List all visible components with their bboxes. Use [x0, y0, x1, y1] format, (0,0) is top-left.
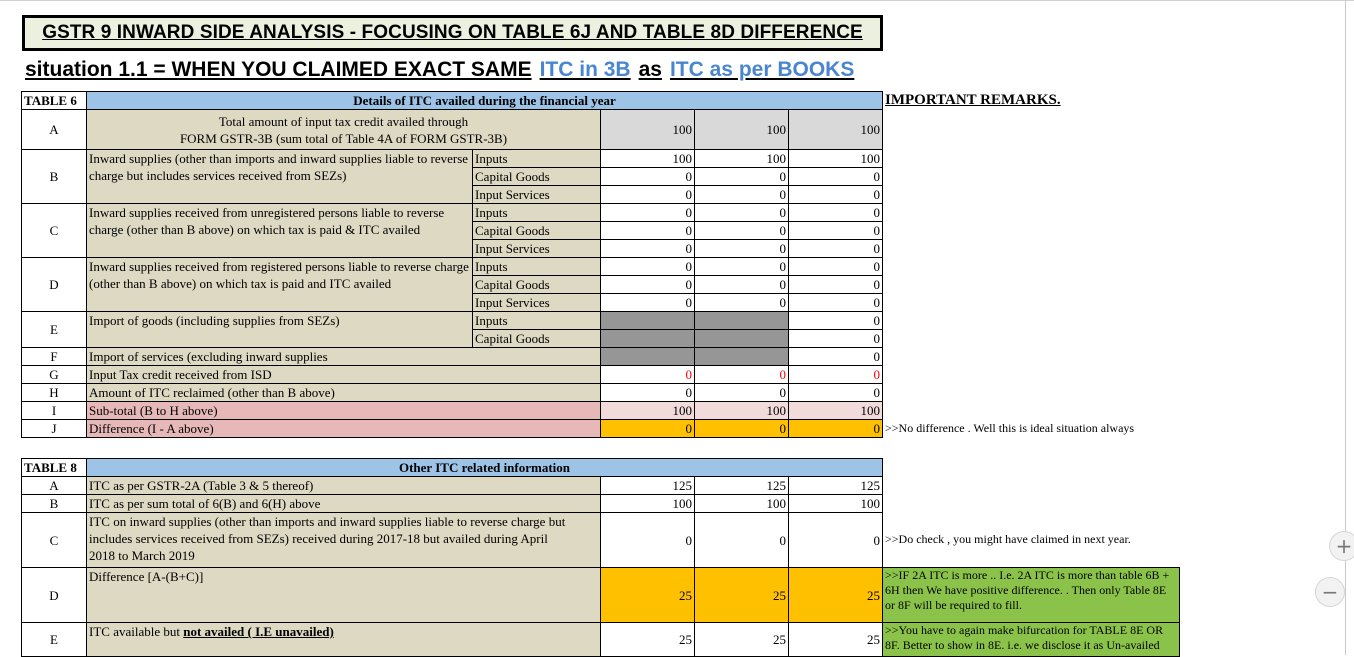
- sub-label: Capital Goods: [473, 222, 601, 240]
- cell[interactable]: 0: [601, 420, 695, 438]
- row-id: C: [22, 204, 87, 258]
- cell[interactable]: 0: [695, 294, 789, 312]
- row-id: H: [22, 384, 87, 402]
- row-id: I: [22, 402, 87, 420]
- t8-row-e-remark: >>You have to again make bifurcation for TABLE 8E OR 8F. Better to show in 8E. i.e. we disclose it as Un-availed: [883, 623, 1180, 657]
- row-a-desc: Total amount of input tax credit availed through FORM GSTR-3B (sum total of Table 4A of FORM GSTR-3B): [87, 110, 601, 150]
- subtitle-part1: situation 1.1 = WHEN YOU CLAIMED EXACT SAME: [25, 58, 532, 81]
- cell[interactable]: 100: [601, 150, 695, 168]
- table8-header: Other ITC related information: [87, 459, 883, 477]
- cell[interactable]: 0: [789, 312, 883, 330]
- cell[interactable]: 0: [601, 294, 695, 312]
- top-border: [0, 0, 1354, 1]
- sub-label: Capital Goods: [473, 168, 601, 186]
- row-f-desc: Import of services (excluding inward supplies: [87, 348, 601, 366]
- row-id: E: [22, 623, 87, 657]
- cell[interactable]: 25: [789, 623, 883, 657]
- cell[interactable]: 100: [789, 402, 883, 420]
- page-title: GSTR 9 INWARD SIDE ANALYSIS - FOCUSING ON TABLE 6J AND TABLE 8D DIFFERENCE: [22, 15, 883, 51]
- cell[interactable]: 0: [695, 258, 789, 276]
- row-id: B: [22, 495, 87, 513]
- subtitle-part4: ITC as per BOOKS: [669, 58, 855, 81]
- cell[interactable]: 0: [789, 204, 883, 222]
- cell[interactable]: 0: [789, 258, 883, 276]
- t8-row-b-desc: ITC as per sum total of 6(B) and 6(H) above: [87, 495, 601, 513]
- cell[interactable]: 0: [695, 186, 789, 204]
- cell[interactable]: 100: [789, 495, 883, 513]
- table6-header: Details of ITC availed during the financial year: [87, 92, 883, 110]
- cell[interactable]: 0: [789, 384, 883, 402]
- cell[interactable]: 125: [789, 477, 883, 495]
- sub-label: Capital Goods: [473, 276, 601, 294]
- cell[interactable]: 0: [789, 186, 883, 204]
- cell[interactable]: 0: [601, 384, 695, 402]
- cell[interactable]: 0: [695, 204, 789, 222]
- cell[interactable]: 0: [695, 513, 789, 568]
- row-id: B: [22, 150, 87, 204]
- situation-subtitle: [25, 58, 854, 86]
- sub-label: Input Services: [473, 240, 601, 258]
- row-id: D: [22, 568, 87, 623]
- cell[interactable]: 100: [789, 150, 883, 168]
- cell[interactable]: 25: [695, 623, 789, 657]
- row-id: A: [22, 110, 87, 150]
- row-d-desc: Inward supplies received from registered persons liable to reverse charge (other than B above) on which tax is paid and ITC availed: [87, 258, 473, 312]
- cell[interactable]: 0: [601, 222, 695, 240]
- cell[interactable]: 0: [601, 276, 695, 294]
- cell[interactable]: 100: [695, 495, 789, 513]
- row-g-desc: Input Tax credit received from ISD: [87, 366, 601, 384]
- table-8: [21, 458, 1180, 657]
- cell[interactable]: 0: [601, 240, 695, 258]
- cell[interactable]: 125: [601, 477, 695, 495]
- row-id: F: [22, 348, 87, 366]
- row-id: C: [22, 513, 87, 568]
- cell[interactable]: 0: [789, 420, 883, 438]
- row-i-desc: Sub-total (B to H above): [87, 402, 601, 420]
- cell[interactable]: 25: [601, 568, 695, 623]
- sub-label: Inputs: [473, 258, 601, 276]
- blocked-cell: [601, 348, 695, 366]
- table-6: [21, 91, 1343, 438]
- sub-label: Inputs: [473, 150, 601, 168]
- sub-label: Input Services: [473, 294, 601, 312]
- table6-label: TABLE 6: [22, 92, 87, 110]
- row-j-desc: Difference (I - A above): [87, 420, 601, 438]
- cell[interactable]: 0: [789, 513, 883, 568]
- cell[interactable]: 25: [789, 568, 883, 623]
- cell[interactable]: 0: [601, 258, 695, 276]
- blocked-cell: [695, 330, 789, 348]
- row-e-desc: Import of goods (including supplies from SEZs): [87, 312, 473, 348]
- minus-icon: −: [1321, 580, 1339, 604]
- cell[interactable]: 0: [789, 222, 883, 240]
- t8-row-c-remark: >>Do check , you might have claimed in next year.: [885, 532, 1131, 547]
- blocked-cell: [601, 312, 695, 330]
- row-j-remark: >>No difference . Well this is ideal situation always: [885, 421, 1135, 435]
- cell[interactable]: 0: [601, 366, 695, 384]
- cell[interactable]: 25: [695, 568, 789, 623]
- blocked-cell: [695, 312, 789, 330]
- cell[interactable]: 0: [601, 168, 695, 186]
- sub-label: Capital Goods: [473, 330, 601, 348]
- cell[interactable]: 0: [789, 168, 883, 186]
- cell[interactable]: 0: [789, 294, 883, 312]
- cell[interactable]: 100: [695, 402, 789, 420]
- row-c-desc: Inward supplies received from unregistered persons liable to reverse charge (other than B above) on which tax is paid & ITC availed: [87, 204, 473, 258]
- row-id: G: [22, 366, 87, 384]
- t8-row-e-desc: ITC available but not availed ( I.E unavailed): [87, 623, 601, 657]
- zoom-out-button[interactable]: [1315, 577, 1345, 607]
- cell[interactable]: 0: [695, 384, 789, 402]
- table8-label: TABLE 8: [22, 459, 87, 477]
- row-id: A: [22, 477, 87, 495]
- cell[interactable]: 0: [601, 513, 695, 568]
- sub-label: Inputs: [473, 204, 601, 222]
- cell[interactable]: 0: [695, 222, 789, 240]
- row-id: E: [22, 312, 87, 348]
- cell[interactable]: 0: [695, 276, 789, 294]
- cell[interactable]: 0: [789, 366, 883, 384]
- cell[interactable]: 0: [601, 204, 695, 222]
- subtitle-part3: as: [638, 58, 662, 81]
- cell[interactable]: 100: [695, 150, 789, 168]
- cell[interactable]: 0: [695, 168, 789, 186]
- cell[interactable]: 0: [601, 186, 695, 204]
- sub-label: Input Services: [473, 186, 601, 204]
- row-b-desc: Inward supplies (other than imports and inward supplies liable to reverse charge but includes services received from SEZs): [87, 150, 473, 204]
- cell[interactable]: 0: [695, 240, 789, 258]
- cell[interactable]: 0: [789, 276, 883, 294]
- zoom-in-button[interactable]: [1329, 531, 1354, 561]
- row-id: D: [22, 258, 87, 312]
- cell[interactable]: 0: [789, 240, 883, 258]
- cell[interactable]: 0: [789, 348, 883, 366]
- cell[interactable]: 100: [695, 110, 789, 150]
- cell[interactable]: 0: [695, 420, 789, 438]
- sub-label: Inputs: [473, 312, 601, 330]
- cell[interactable]: 25: [601, 623, 695, 657]
- blocked-cell: [601, 330, 695, 348]
- cell[interactable]: 100: [789, 110, 883, 150]
- row-id: J: [22, 420, 87, 438]
- t8-row-c-desc: ITC on inward supplies (other than imports and inward supplies liable to reverse charge but includes services received from SEZs) received during 2017-18 but availed during April 2018 to March 2019: [87, 513, 601, 568]
- row-h-desc: Amount of ITC reclaimed (other than B above): [87, 384, 601, 402]
- cell[interactable]: 100: [601, 495, 695, 513]
- cell[interactable]: 100: [601, 402, 695, 420]
- t8-row-d-remark: >>IF 2A ITC is more .. I.e. 2A ITC is more than table 6B + 6H then We have positive difference. . Then only Table 8E or 8F will be required to fill.: [883, 568, 1180, 623]
- cell[interactable]: 125: [695, 477, 789, 495]
- cell[interactable]: 100: [601, 110, 695, 150]
- cell[interactable]: 0: [789, 330, 883, 348]
- t8-row-d-desc: Difference [A-(B+C)]: [87, 568, 601, 623]
- t8-row-a-desc: ITC as per GSTR-2A (Table 3 & 5 thereof): [87, 477, 601, 495]
- blocked-cell: [695, 348, 789, 366]
- important-remarks-heading: IMPORTANT REMARKS.: [885, 92, 1061, 108]
- subtitle-part2: ITC in 3B: [539, 58, 631, 81]
- plus-icon: +: [1335, 534, 1353, 558]
- cell[interactable]: 0: [695, 366, 789, 384]
